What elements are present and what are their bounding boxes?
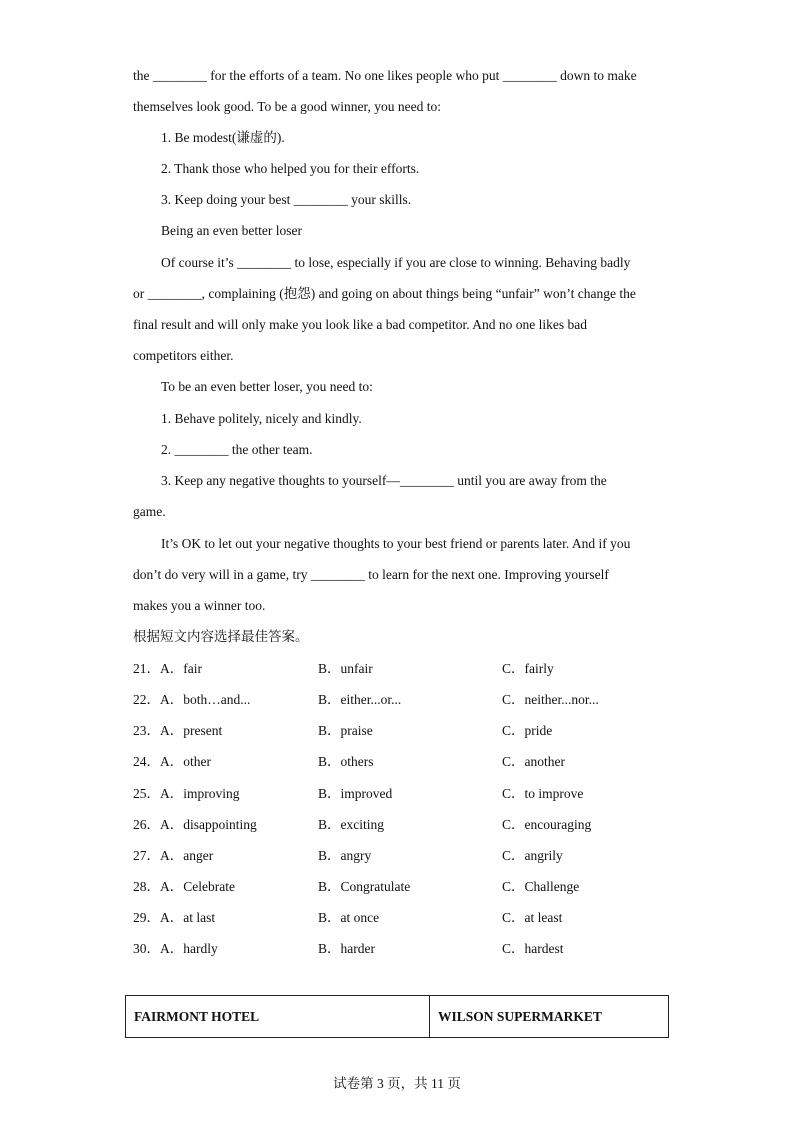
option-b: B．either...or... — [318, 692, 402, 707]
passage-line: don’t do very will in a game, try ________ to learn for the next one. Improving yourself — [133, 567, 609, 582]
option-a: A．anger — [160, 848, 214, 863]
option-c: C．another — [502, 754, 565, 769]
option-a: A．both…and... — [160, 692, 251, 707]
page-footer: 试卷第 3 页，共 11 页 — [333, 1076, 461, 1091]
option-a: A．disappointing — [160, 817, 257, 832]
question-number: 28． — [133, 879, 160, 894]
passage-line: 1. Behave politely, nicely and kindly. — [161, 411, 362, 426]
option-b: B．improved — [318, 786, 393, 801]
option-c: C．pride — [502, 723, 553, 738]
option-b: B．praise — [318, 723, 373, 738]
option-a: A．at last — [160, 910, 216, 925]
passage-line: To be an even better loser, you need to: — [161, 379, 373, 394]
question-number: 24． — [133, 754, 160, 769]
option-a: A．present — [160, 723, 223, 738]
question-number: 29． — [133, 910, 160, 925]
question-number: 25． — [133, 786, 160, 801]
option-b: B．unfair — [318, 661, 373, 676]
option-b: B．at once — [318, 910, 380, 925]
passage-line: 3. Keep doing your best ________ your skills. — [161, 192, 412, 207]
passage-line: competitors either. — [133, 348, 234, 363]
question-number: 21． — [133, 661, 160, 676]
option-c: C．to improve — [502, 786, 584, 801]
info-table — [125, 995, 669, 1038]
passage-line: the ________ for the efforts of a team. No one likes people who put ________ down to make — [133, 68, 637, 83]
option-b: B．Congratulate — [318, 879, 411, 894]
option-a: A．improving — [160, 786, 240, 801]
option-c: C．at least — [502, 910, 563, 925]
option-a: A．fair — [160, 661, 202, 676]
passage-line: final result and will only make you look like a bad competitor. And no one likes bad — [133, 317, 588, 332]
option-a: A．hardly — [160, 941, 218, 956]
option-c: C．neither...nor... — [502, 692, 599, 707]
passage-line: game. — [133, 504, 166, 519]
passage-line: makes you a winner too. — [133, 598, 266, 613]
option-c: C．encouraging — [502, 817, 592, 832]
question-number: 23． — [133, 723, 160, 738]
section-heading: Being an even better loser — [161, 223, 302, 238]
table-cell-supermarket: WILSON SUPERMARKET — [438, 1008, 602, 1024]
passage-line: 2. Thank those who helped you for their efforts. — [161, 161, 420, 176]
passage-line: Of course it’s ________ to lose, especially if you are close to winning. Behaving badly — [161, 255, 631, 270]
question-number: 30． — [133, 941, 160, 956]
option-a: A．Celebrate — [160, 879, 235, 894]
passage-line: 2. ________ the other team. — [161, 442, 313, 457]
option-b: B．exciting — [318, 817, 384, 832]
option-c: C．fairly — [502, 661, 554, 676]
option-c: C．hardest — [502, 941, 564, 956]
option-a: A．other — [160, 754, 211, 769]
question-number: 22． — [133, 692, 160, 707]
question-number: 27． — [133, 848, 160, 863]
table-cell-hotel: FAIRMONT HOTEL — [126, 996, 430, 1037]
passage-line: themselves look good. To be a good winner, you need to: — [133, 99, 441, 114]
question-number: 26． — [133, 817, 160, 832]
passage-line: or ________, complaining (抱怨) and going on about things being “unfair” won’t change the — [133, 286, 636, 301]
option-b: B．harder — [318, 941, 375, 956]
option-b: B．others — [318, 754, 374, 769]
passage-line: 3. Keep any negative thoughts to yourself—________ until you are away from the — [161, 473, 607, 488]
passage-line: It’s OK to let out your negative thoughts to your best friend or parents later. And if you — [161, 536, 631, 551]
option-c: C．angrily — [502, 848, 563, 863]
option-b: B．angry — [318, 848, 372, 863]
instruction-text: 根据短文内容选择最佳答案。 — [133, 629, 309, 644]
option-c: C．Challenge — [502, 879, 580, 894]
passage-line: 1. Be modest(谦虚的). — [161, 130, 285, 145]
